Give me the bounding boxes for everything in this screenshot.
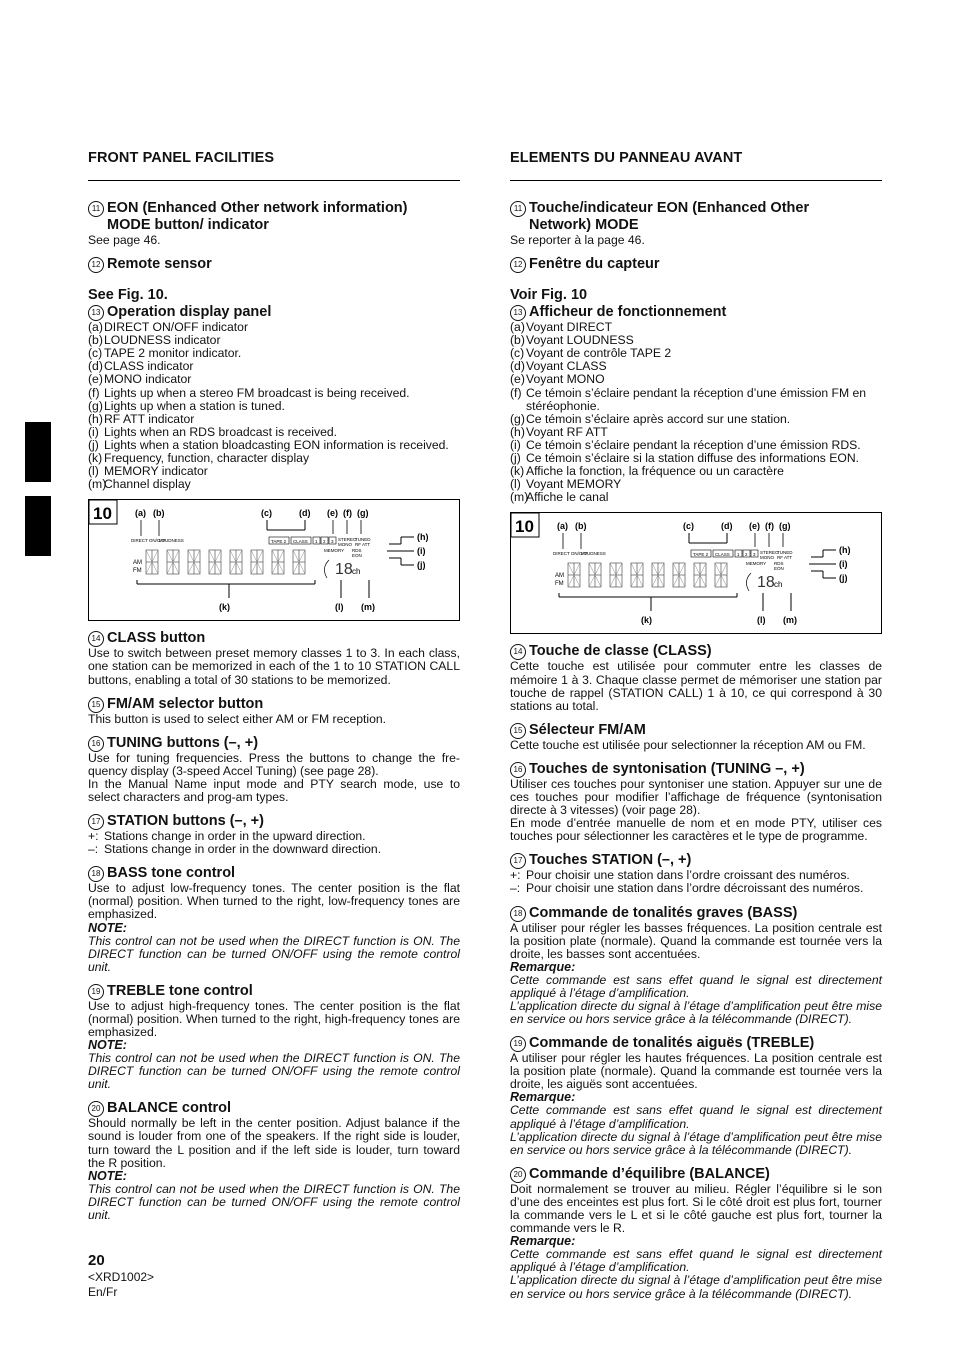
indicator-mono: MONO [338, 542, 352, 548]
note-text: Cette commande est sans effet quand le signal est directement appliqué à l’étage d’amplification. [510, 972, 882, 1000]
section-title: Touche de classe (CLASS) [529, 643, 712, 660]
indicator-stereo: STEREO [760, 550, 779, 556]
item-key: (a) [510, 320, 525, 335]
section-heading [88, 630, 460, 647]
section-heading [88, 735, 460, 752]
note-label: NOTE: [88, 1038, 127, 1053]
item-text: Ce témoin s’éclaire si la station diffuse des informations EON. [526, 451, 860, 466]
indicator-eon: EON [352, 553, 362, 559]
display-diagram [511, 513, 881, 633]
section [88, 200, 460, 247]
label-top: (f) [765, 521, 774, 532]
section-heading [510, 304, 882, 321]
control-section [510, 852, 882, 895]
label-bottom: (l) [335, 602, 344, 613]
indicator-tape2: TAPE 2 [693, 552, 709, 558]
control-section [88, 813, 460, 856]
section-title: EON (Enhanced Other network information) MODE button/ indicator [107, 200, 408, 233]
indicator-eon: EON [774, 566, 784, 572]
label-top: (a) [557, 521, 568, 532]
column-title: FRONT PANEL FACILITIES [88, 150, 460, 181]
indicator-rds: RDS [774, 561, 784, 567]
control-description: Use to adjust low-frequency tones. The center position is the flat (normal) position. When turned to the right, low-frequency tones are emphasized. [88, 881, 460, 922]
circled-number-icon: 12 [510, 257, 526, 273]
circled-number-icon: 18 [88, 866, 104, 882]
label-top: (a) [135, 508, 146, 519]
section-heading [88, 983, 460, 1000]
section-title: Afficheur de fonctionnement [529, 304, 727, 321]
segment-character-cell [209, 550, 221, 574]
indicator-am: AM [133, 560, 142, 567]
item-key: (g) [510, 411, 525, 426]
item-text: Voyant MEMORY [526, 477, 622, 492]
item-key: (i) [510, 437, 521, 452]
item-text: Ce témoin s’éclaire pendant la réception d’une émission FM en stéréophonie. [526, 385, 867, 413]
item-key: (g) [88, 398, 103, 413]
french-column [510, 150, 882, 1310]
indicator-list [88, 321, 460, 491]
item-key: (m) [510, 490, 529, 505]
section-heading [510, 852, 882, 869]
control-section [510, 1035, 882, 1157]
control-section [510, 761, 882, 843]
control-section [88, 696, 460, 726]
label-bottom: (l) [757, 615, 766, 626]
item-key: +: [88, 829, 99, 844]
circled-number-icon: 19 [510, 1036, 526, 1052]
circled-number-icon: 11 [510, 201, 526, 217]
language-code: En/Fr [88, 1285, 118, 1299]
control-description-2: In the Manual Name input mode and PTY search mode, use to select characters and prog-am types. [88, 776, 460, 804]
item-text: Voyant LOUDNESS [526, 333, 634, 348]
section-title: Fenêtre du capteur [529, 256, 660, 273]
circled-number-icon: 13 [88, 305, 104, 321]
label-bottom: (m) [361, 602, 375, 613]
circled-number-icon: 16 [88, 736, 104, 752]
label-top: (e) [749, 521, 760, 532]
item-key: (l) [88, 464, 99, 479]
section-heading [510, 761, 882, 778]
indicator-tuned: TUNED [355, 537, 371, 543]
item-text: TAPE 2 monitor indicator. [104, 346, 242, 361]
section-title: CLASS button [107, 630, 206, 647]
section-title: TREBLE tone control [107, 982, 253, 999]
control-description: A utiliser pour régler les basses fréquences. La position centrale est la position plate (normale). Quand la commande est tournée vers la droite, les basses sont accentuées. [510, 920, 882, 961]
section-heading [510, 1166, 882, 1183]
item-text: Lights up when a stereo FM broadcast is being received. [104, 385, 410, 400]
section-heading [510, 722, 882, 739]
item-text: CLASS indicator [104, 359, 194, 374]
indicator-am: AM [555, 573, 564, 580]
section-heading [510, 1035, 882, 1052]
indicator-class: CLASS [293, 539, 308, 545]
item-text: Ce témoin s’éclaire après accord sur une station. [526, 411, 791, 426]
section-heading [510, 643, 882, 660]
indicator-mono: MONO [760, 555, 774, 561]
display-diagram [89, 500, 459, 620]
indicator-rds: RDS [352, 548, 362, 554]
item-text: Frequency, function, character display [104, 451, 310, 466]
item-text: Lights when an RDS broadcast is received. [104, 424, 338, 439]
indicator-memory: MEMORY [324, 548, 345, 554]
section-title: Touches de syntonisation (TUNING –, +) [529, 760, 805, 777]
item-text: DIRECT ON/OFF indicator [104, 320, 249, 335]
indicator-tuned: TUNED [777, 550, 793, 556]
circled-number-icon: 15 [88, 697, 104, 713]
item-text: Voyant CLASS [526, 359, 607, 374]
control-description: Cette touche est utilisée pour selectionner la réception AM ou FM. [510, 737, 866, 752]
control-section [88, 865, 460, 974]
item-key: (k) [88, 451, 103, 466]
item-text: Lights up when a station is tuned. [104, 398, 285, 413]
section-heading [88, 813, 460, 830]
section-title: BASS tone control [107, 865, 236, 882]
segment-character-cell [293, 550, 305, 574]
control-list [88, 830, 460, 856]
segment-character-cell [715, 563, 727, 587]
circled-number-icon: 11 [88, 201, 104, 217]
label-bottom: (m) [783, 615, 797, 626]
page-footer [88, 1252, 154, 1300]
section-heading [510, 905, 882, 922]
channel-number: 18 [335, 561, 353, 579]
note-label: Remarque: [510, 1234, 576, 1249]
note-label: Remarque: [510, 1090, 576, 1105]
control-list [510, 869, 882, 895]
label-top: (f) [343, 508, 352, 519]
segment-character-cell [146, 550, 158, 574]
section-heading [510, 200, 882, 234]
item-key: (b) [88, 333, 103, 348]
column-title: ELEMENTS DU PANNEAU AVANT [510, 150, 882, 181]
note-text: Cette commande est sans effet quand le signal est directement appliqué à l’étage d’amplification. [510, 1247, 882, 1275]
segment-character-cell [589, 563, 601, 587]
list-item [88, 843, 460, 856]
section-heading [88, 865, 460, 882]
section-title: Touche/indicateur EON (Enhanced Other Network) MODE [529, 200, 810, 233]
indicator-class-number: 1 [737, 552, 740, 558]
circled-number-icon: 20 [88, 1101, 104, 1117]
item-key: –: [88, 842, 99, 857]
circled-number-icon: 16 [510, 762, 526, 778]
item-key: (e) [510, 372, 525, 387]
list-item [88, 373, 460, 386]
circled-number-icon: 14 [88, 631, 104, 647]
item-key: (b) [510, 333, 525, 348]
label-top: (c) [261, 508, 272, 519]
control-section [510, 722, 882, 752]
section [510, 200, 882, 247]
item-key: (m) [88, 477, 107, 492]
item-text: Voyant MONO [526, 372, 605, 387]
note-text: This control can not be used when the DIRECT function is ON. The DIRECT function can be turned ON/OFF using the remote control unit. [88, 933, 460, 974]
label-right: (j) [839, 573, 848, 584]
control-description: Utiliser ces touches pour syntoniser une station. Appuyer sur une de ces touches pour modifier l’affichage de fréquence (syntonisation directe à 3 vitesses) (voir page 28). [510, 776, 882, 818]
control-description: Use to adjust high-frequency tones. The center position is the flat (normal) position. When turned to the right, high-frequency tones are emphasized. [88, 998, 460, 1039]
label-top: (b) [575, 521, 587, 532]
circled-number-icon: 18 [510, 906, 526, 922]
item-key: (f) [88, 385, 100, 400]
list-item [88, 426, 460, 439]
item-text: Lights when a station bloadcasting EON information is received. [104, 437, 449, 452]
control-section [510, 643, 882, 712]
list-item [88, 413, 460, 426]
document-code: <XRD1002> [88, 1270, 155, 1284]
item-text: MONO indicator [104, 372, 192, 387]
segment-character-cell [694, 563, 706, 587]
section-title: Commande de tonalités aiguës (TREBLE) [529, 1035, 815, 1052]
segment-character-cell [610, 563, 622, 587]
control-description: Cette touche est utilisée pour commuter entre les classes de mémoire 1 à 3. Chaque classe permet de mémoriser une station par touche de rappel (STATION CALL) 1 à 10, ce qui correspond à 30 stations au total. [510, 659, 882, 713]
segment-character-cell [272, 550, 284, 574]
indicator-direct: DIRECT ON/OFF [553, 551, 588, 557]
circled-number-icon: 20 [510, 1167, 526, 1183]
section-title: STATION buttons (–, +) [107, 813, 264, 830]
item-key: (f) [510, 385, 522, 400]
list-item [88, 387, 460, 400]
section-title: Operation display panel [107, 304, 272, 321]
section-title: Remote sensor [107, 256, 212, 273]
indicator-loudness: LOUDNESS [581, 551, 606, 557]
figure-number: 10 [515, 517, 534, 537]
label-top: (e) [327, 508, 338, 519]
control-description: This button is used to select either AM or FM reception. [88, 711, 387, 726]
section-heading [88, 696, 460, 713]
list-item [510, 426, 882, 439]
list-item [510, 387, 882, 413]
list-item [510, 491, 882, 504]
item-key: (c) [88, 346, 103, 361]
section [88, 256, 460, 273]
english-column [88, 150, 460, 1231]
note-label: Remarque: [510, 959, 576, 974]
item-text: Stations change in order in the downward direction. [104, 842, 382, 857]
display-panel-section [510, 304, 882, 634]
channel-number: 18 [757, 574, 775, 592]
control-section [88, 983, 460, 1092]
item-text: Affiche le canal [526, 490, 609, 505]
control-description: Doit normalement se trouver au milieu. Régler l’équilibre si le son d’une des enceintes est plus fort. Si le côté droit est plus fort, tourner la commande vers le L et si le côté gauche est plus fort, tourner la commande vers le R. [510, 1181, 882, 1236]
indicator-rf-att: RF ATT [355, 542, 371, 548]
segment-character-cell [167, 550, 179, 574]
indicator-tape2: TAPE 2 [271, 539, 287, 545]
segment-character-cell [230, 550, 242, 574]
label-bottom: (k) [641, 615, 652, 626]
label-right: (h) [839, 545, 851, 556]
note-text: This control can not be used when the DIRECT function is ON. The DIRECT function can be turned ON/OFF using the remote control unit. [88, 1051, 460, 1092]
section-title: FM/AM selector button [107, 695, 264, 712]
control-description: Use for tuning frequencies. Press the buttons to change the fre-quency display (3-speed Accel Tuning) (see page 28). [88, 750, 460, 778]
label-top: (d) [721, 521, 733, 532]
section-title: Commande de tonalités graves (BASS) [529, 904, 798, 921]
circled-number-icon: 19 [88, 984, 104, 1000]
control-section [88, 1100, 460, 1222]
section-title: TUNING buttons (–, +) [107, 734, 259, 751]
item-key: (j) [88, 437, 99, 452]
label-right: (i) [417, 546, 426, 557]
indicator-fm: FM [133, 568, 142, 575]
note-label: NOTE: [88, 920, 127, 935]
circled-number-icon: 15 [510, 723, 526, 739]
label-top: (b) [153, 508, 165, 519]
indicator-class-number: 2 [323, 539, 326, 545]
control-description-2: En mode d’entrée manuelle de nom et en mode PTY, utiliser ces touches pour sélectionner les caractères et le type de programme. [510, 816, 882, 844]
segment-character-cell [251, 550, 263, 574]
item-text: Affiche la fonction, la fréquence ou un caractère [526, 464, 784, 479]
label-top: (g) [357, 508, 369, 519]
item-key: (d) [510, 359, 525, 374]
list-item [88, 400, 460, 413]
section-heading [88, 304, 460, 321]
note-text: This control can not be used when the DIRECT function is ON. The DIRECT function can be turned ON/OFF using the remote control unit. [88, 1181, 460, 1222]
list-item [510, 373, 882, 386]
item-text: Ce témoin s’éclaire pendant la réception d’une émission RDS. [526, 437, 861, 452]
channel-unit: ch [352, 567, 361, 577]
item-key: (a) [88, 320, 103, 335]
item-key: (h) [510, 424, 525, 439]
item-key: (d) [88, 359, 103, 374]
note-text: Cette commande est sans effet quand le signal est directement appliqué à l’étage d’amplification. [510, 1103, 882, 1131]
segment-character-cell [568, 563, 580, 587]
side-tab-marker [25, 422, 51, 482]
item-text: LOUDNESS indicator [104, 333, 221, 348]
indicator-stereo: STEREO [338, 537, 357, 543]
section [510, 256, 882, 273]
label-top: (d) [299, 508, 311, 519]
note-text-2: L’application directe du signal à l’étage d’amplification peut être mise en service ou hors service grâce à la télécommande (DIRECT). [510, 999, 882, 1027]
list-item [88, 478, 460, 491]
section-heading [88, 1100, 460, 1117]
control-section [88, 630, 460, 686]
label-bottom: (k) [219, 602, 230, 613]
circled-number-icon: 17 [510, 853, 526, 869]
display-figure [88, 499, 460, 621]
segment-character-cell [631, 563, 643, 587]
segment-character-cell [652, 563, 664, 587]
circled-number-icon: 13 [510, 305, 526, 321]
section-heading [88, 256, 460, 273]
item-key: (j) [510, 451, 521, 466]
segment-character-cell [188, 550, 200, 574]
indicator-class-number: 3 [331, 539, 334, 545]
item-text: MEMORY indicator [104, 464, 208, 479]
indicator-class: CLASS [715, 552, 730, 558]
label-top: (c) [683, 521, 694, 532]
indicator-class-number: 2 [745, 552, 748, 558]
item-key: (e) [88, 372, 103, 387]
item-text: Pour choisir une station dans l’ordre croissant des numéros. [526, 868, 850, 883]
indicator-class-number: 1 [315, 539, 318, 545]
circled-number-icon: 17 [88, 814, 104, 830]
section-text: See page 46. [88, 233, 161, 247]
control-section [510, 1166, 882, 1301]
figure-number: 10 [93, 504, 112, 524]
section-title: Touches STATION (–, +) [529, 852, 692, 869]
control-description: A utiliser pour régler les hautes fréquences. La position centrale est la position plate (normale). Quand la commande est tournée vers la droite, les aiguës sont accentuées. [510, 1051, 882, 1092]
section-heading [88, 200, 460, 234]
item-text: RF ATT indicator [104, 411, 195, 426]
note-text-2: L’application directe du signal à l’étage d’amplification peut être mise en service ou hors service grâce à la télécommande (DIRECT). [510, 1273, 882, 1301]
circled-number-icon: 12 [88, 257, 104, 273]
display-figure [510, 512, 882, 634]
item-text: Voyant RF ATT [526, 424, 608, 439]
segment-character-cell [673, 563, 685, 587]
item-key: (i) [88, 424, 99, 439]
item-key: –: [510, 881, 521, 896]
section-title: Commande d’équilibre (BALANCE) [529, 1165, 770, 1182]
control-section [510, 905, 882, 1027]
note-text-2: L’application directe du signal à l’étage d’amplification peut être mise en service ou hors service grâce à la télécommande (DIRECT). [510, 1129, 882, 1157]
see-figure: Voir Fig. 10 [510, 287, 588, 304]
item-text: Pour choisir une station dans l’ordre décroissant des numéros. [526, 881, 864, 896]
indicator-list [510, 321, 882, 504]
see-figure: See Fig. 10. [88, 287, 168, 304]
control-description: Use to switch between preset memory classes 1 to 3. In each class, one station can be memorized in each of the 1 to 10 STATION CALL buttons, enabling a total of 30 stations to be memorized. [88, 646, 460, 687]
item-text: Voyant de contrôle TAPE 2 [526, 346, 672, 361]
item-key: (k) [510, 464, 525, 479]
item-key: (c) [510, 346, 525, 361]
list-item [510, 882, 882, 895]
indicator-direct: DIRECT ON/OFF [131, 538, 166, 544]
label-right: (h) [417, 532, 429, 543]
list-item [510, 413, 882, 426]
page-number: 20 [88, 1252, 105, 1269]
indicator-memory: MEMORY [746, 561, 767, 567]
item-text: Stations change in order in the upward direction. [104, 829, 366, 844]
indicator-fm: FM [555, 581, 564, 588]
label-top: (g) [779, 521, 791, 532]
control-section [88, 735, 460, 804]
section-heading [510, 256, 882, 273]
label-right: (j) [417, 560, 426, 571]
item-key: (h) [88, 411, 103, 426]
channel-unit: ch [774, 580, 783, 590]
item-text: Channel display [104, 477, 191, 492]
control-description: Should normally be left in the center position. Adjust balance if the sound is louder from one of the speakers. If the right side is louder, turn toward the L position and if the left side is louder, turn toward the R position. [88, 1116, 460, 1170]
section-title: BALANCE control [107, 1100, 232, 1117]
item-key: +: [510, 868, 521, 883]
item-text: Voyant DIRECT [526, 320, 613, 335]
note-label: NOTE: [88, 1168, 127, 1183]
display-panel-section [88, 304, 460, 621]
indicator-rf-att: RF ATT [777, 555, 793, 561]
side-tab-marker [25, 496, 51, 556]
item-key: (l) [510, 477, 521, 492]
circled-number-icon: 14 [510, 644, 526, 660]
section-title: Sélecteur FM/AM [529, 721, 646, 738]
indicator-class-number: 3 [753, 552, 756, 558]
section-text: Se reporter à la page 46. [510, 233, 645, 247]
label-right: (i) [839, 559, 848, 570]
indicator-loudness: LOUDNESS [159, 538, 184, 544]
